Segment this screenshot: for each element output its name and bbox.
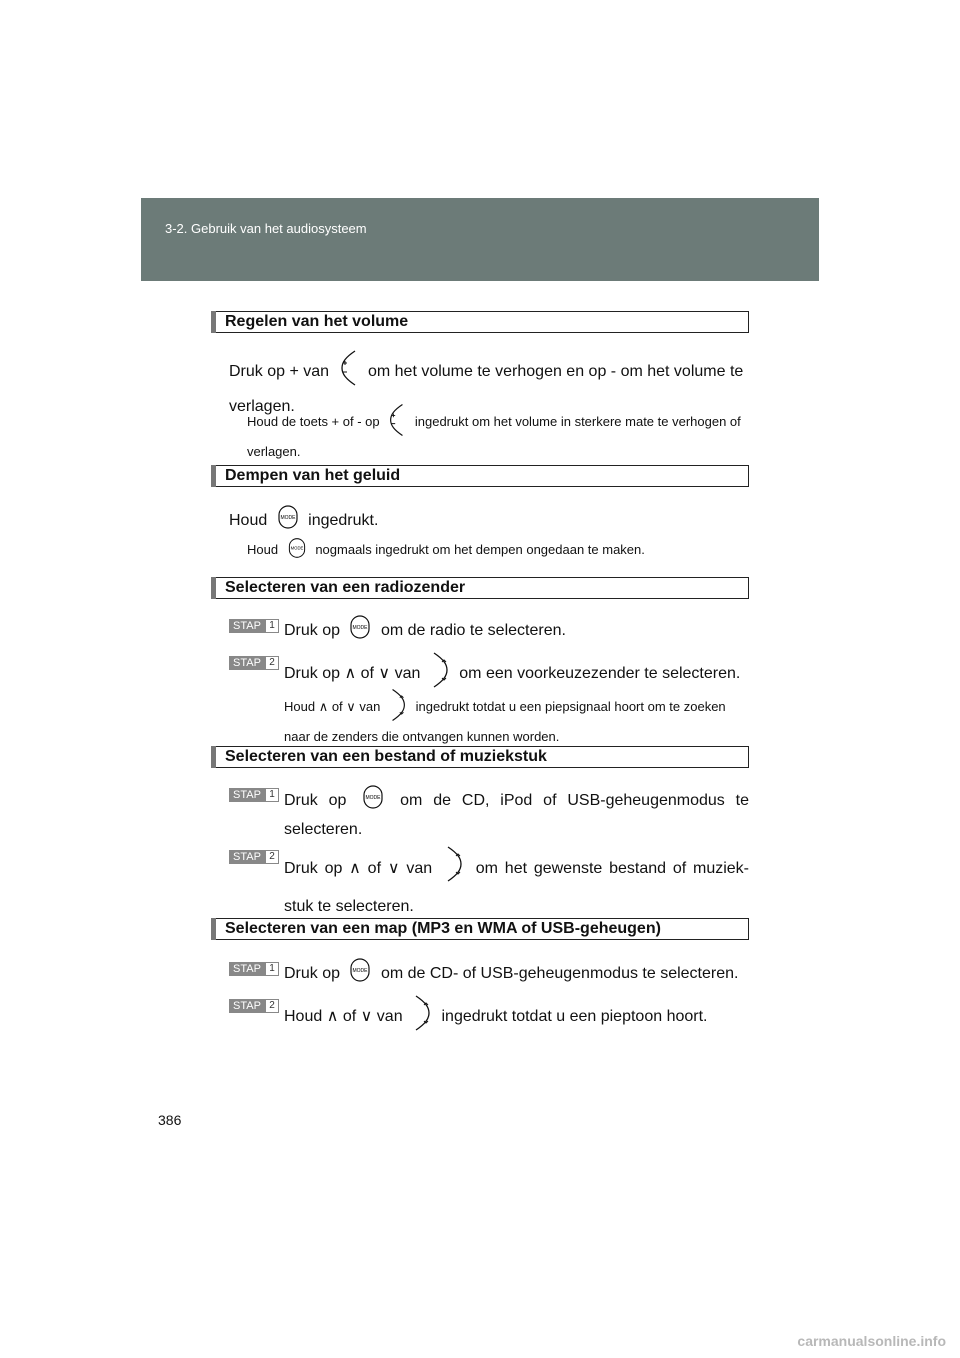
step-badge xyxy=(229,619,279,633)
text: Druk op + van xyxy=(229,363,330,381)
mode-label: MODE xyxy=(290,545,304,551)
text: Druk op ∧ of ∨ van xyxy=(284,860,433,878)
heading-text: Selecteren van een bestand of muziekstuk xyxy=(225,748,547,765)
heading-text: Selecteren van een radiozender xyxy=(225,579,466,596)
step-file-2 xyxy=(284,845,749,921)
step-folder-2 xyxy=(284,994,749,1040)
mode-label: MODE xyxy=(352,625,368,631)
heading-text: Selecteren van een map (MP3 en WMA of USB-geheugen) xyxy=(225,920,661,937)
section-heading-mute xyxy=(211,465,749,487)
step-badge xyxy=(229,788,279,802)
text: Houd ∧ of ∨ van xyxy=(284,698,381,714)
chapter-header-band xyxy=(141,198,819,281)
text: ingedrukt. xyxy=(308,512,379,530)
step-number: 2 xyxy=(266,1000,278,1012)
step-badge xyxy=(229,962,279,976)
step-number: 1 xyxy=(266,963,278,975)
step-badge xyxy=(229,656,279,670)
text: om een voorkeuzezender te selecteren. xyxy=(459,665,741,683)
note-radio xyxy=(284,687,749,746)
step-number: 1 xyxy=(266,789,278,801)
step-label: STAP xyxy=(233,851,261,863)
text: Druk op xyxy=(284,965,341,983)
note-mute xyxy=(247,537,749,564)
note-volume xyxy=(247,402,749,461)
text: Houd xyxy=(229,512,268,530)
mode-label: MODE xyxy=(280,515,296,521)
mode-label: MODE xyxy=(352,968,368,974)
text: om de CD- of USB-geheugenmodus te selecteren. xyxy=(380,965,739,983)
heading-text: Dempen van het geluid xyxy=(225,467,401,484)
step-folder-1 xyxy=(284,957,749,991)
text: ingedrukt totdat u een pieptoon hoort. xyxy=(441,1008,708,1026)
seek-rocker-icon xyxy=(443,845,465,893)
section-heading-file xyxy=(211,746,749,768)
seek-rocker-icon xyxy=(388,687,408,728)
text: om de CD, iPod of USB-geheugenmodus te selecteren. xyxy=(284,792,749,838)
mode-button-icon xyxy=(348,614,372,648)
text: Houd ∧ of ∨ van xyxy=(284,1008,403,1026)
text: om de radio te selecteren. xyxy=(380,622,566,640)
mode-button-icon xyxy=(276,504,300,538)
step-number: 2 xyxy=(266,657,278,669)
text: Druk op xyxy=(284,792,347,810)
step-badge xyxy=(229,999,279,1013)
step-number: 1 xyxy=(266,620,278,632)
heading-text: Regelen van het volume xyxy=(225,313,409,330)
mode-label: MODE xyxy=(365,795,381,801)
text: Druk op xyxy=(284,622,341,640)
watermark: carmanualsonline.info xyxy=(797,1333,946,1349)
step-label: STAP xyxy=(233,620,261,632)
section-heading-folder xyxy=(211,918,749,940)
step-file-1 xyxy=(284,784,749,842)
mode-button-icon xyxy=(361,784,385,818)
text: nogmaals ingedrukt om het dempen ongedaan te maken. xyxy=(315,541,645,557)
text: Houd de toets + of - op xyxy=(247,413,380,429)
paragraph-mute xyxy=(229,504,749,538)
step-label: STAP xyxy=(233,657,261,669)
step-radio-1 xyxy=(284,614,749,648)
text: Druk op ∧ of ∨ van xyxy=(284,665,421,683)
seek-rocker-icon xyxy=(411,994,433,1040)
text: ingedrukt totdat u een piepsignaal hoort om te zoeken naar de zenders die ontvangen kunnen worden. xyxy=(284,698,726,744)
text: Houd xyxy=(247,541,279,557)
step-label: STAP xyxy=(233,789,261,801)
volume-rocker-icon xyxy=(387,402,407,443)
chapter-title: 3-2. Gebruik van het audiosysteem xyxy=(165,221,367,236)
page-number: 386 xyxy=(158,1112,182,1128)
step-label: STAP xyxy=(233,963,261,975)
step-number: 2 xyxy=(266,851,278,863)
text: om het gewenste bestand of muziek-stuk te selecteren. xyxy=(284,860,750,915)
text: om het volume te verhogen en op - om het volume te verlagen. xyxy=(229,363,744,415)
section-heading-radio xyxy=(211,577,749,599)
step-badge xyxy=(229,850,279,864)
volume-rocker-icon xyxy=(338,349,360,395)
step-label: STAP xyxy=(233,1000,261,1012)
text: ingedrukt om het volume in sterkere mate te verhogen of verlagen. xyxy=(247,413,741,459)
mode-button-icon xyxy=(348,957,372,991)
section-heading-volume xyxy=(211,311,749,333)
mode-button-icon xyxy=(286,537,308,564)
